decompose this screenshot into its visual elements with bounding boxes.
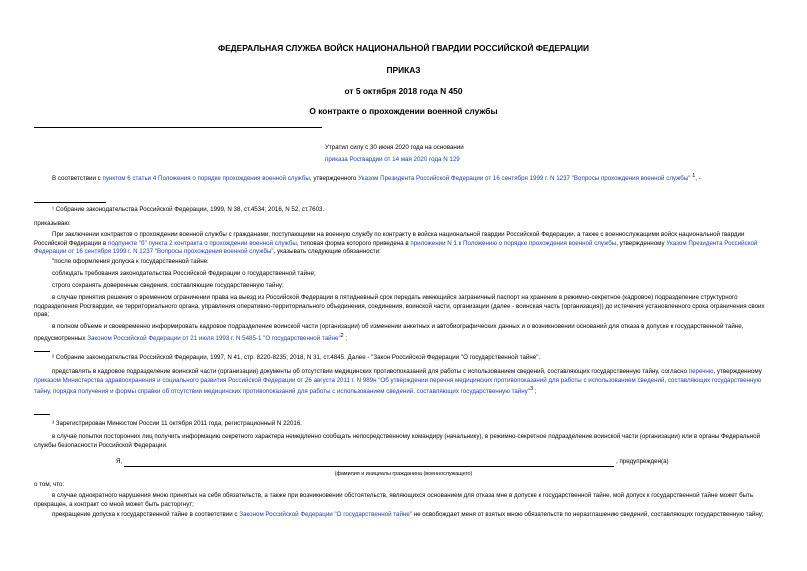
- org-name: ФЕДЕРАЛЬНАЯ СЛУЖБА ВОЙСК НАЦИОНАЛЬНОЙ ГВАРДИИ РОССИЙСКОЙ ФЕДЕРАЦИИ: [217, 43, 590, 53]
- paragraph-preamble: [34, 172, 772, 184]
- link-list[interactable]: перечню: [688, 368, 714, 375]
- link-state-secret-law[interactable]: Законом Российской Федерации от 21 июля 1993 г. N 5485-1 "О государственной тайне": [87, 334, 341, 342]
- link-law[interactable]: Законом Российской Федерации: [239, 511, 333, 518]
- link-decree-2[interactable]: Указом Президента Российской Федерации от 16 сентября 1999 г. N 1237 "Вопросы прохождения военной службы": [34, 239, 758, 255]
- duty-6: представлять в кадровое подразделение воинской части (организации) документы об отсутствии медицинских противопоказаний для работы с использованием сведений, составляющих государственную тайну, согласно перечню, утвержденному приказом Министерства здравоохранения и социального развития Российской Федерации от 26 августа 2011 г. N 989н "Об утверждении перечня медицинских противопоказаний для работы с использованием сведений, составляющих государственную тайну, порядка получения и формы справки об отсутствии медицинских противопоказаний для работы с использованием сведений, составляющих государственную тайну"$^3$ ;: [34, 368, 762, 396]
- footnote-divider: [34, 351, 50, 352]
- doc-title: О контракте о прохождении военной службы: [309, 106, 498, 116]
- duty-7: в случае попытки посторонних лиц получить информацию секретного характера немедленно сообщать непосредственному командиру (начальнику), в режимно-секретное подразделение воинской части (организации) или в органы Федеральной службы безопасности Российской Федерации.: [34, 433, 761, 449]
- footnote-3: ³ Зарегистрирован Минюстом России 11 октября 2011 года, регистрационный N 22016.: [52, 420, 302, 427]
- form-ya: Я,: [116, 458, 123, 465]
- footnote-1: ¹ Собрание законодательства Российской Федерации, 1999, N 38, ст.4534; 2016, N 52, ст.7603.: [52, 206, 325, 213]
- link-decree[interactable]: Указом Президента Российской Федерации от 16 сентября 1999 г. N 1237 "Вопросы прохождения военной: [358, 175, 665, 183]
- link-regulation[interactable]: пунктом 6 статьи 4 Положения о порядке прохождения военной службы: [102, 175, 310, 183]
- duty-8: в случае однократного нарушения мною принятых на себя обязательств, а также при возникновении обстоятельств, являющихся основанием для отказа мне в допуске к государственной тайне, мой допуск к государственной тайне может быть прекращен, а контракт со мной может быть расторгнут;: [34, 492, 754, 508]
- text: , утвержденного: [309, 175, 359, 183]
- name-line[interactable]: [124, 466, 614, 467]
- form-about: о том, что:: [34, 481, 65, 488]
- paragraph-main: При заключении контрактов о прохождении военной службы с гражданами, поступающими на военную службу по контракту в войска национальной гвардии Российской Федерации, а также с военнослужащими войск национальной гвардии Российской Федерации в подпункте "б" пункта 2 контракта о прохождении военной службы, типовая форма которого приведена в приложении N 1 к Положению о порядке прохождения военной службы, утвержденному Указом Президента Российской Федерации от 16 сентября 1999 г. N 1237 "Вопросы прохождения военной службы", указывать следующие обязанности:: [34, 231, 758, 255]
- link-contract[interactable]: подпункте "б" пункта 2 контракта о прохождении военной службы: [108, 239, 297, 247]
- duty-5: в полном объеме и своевременно информировать кадровое подразделение воинской части (организации) об изменении анкетных и автобиографических данных и о возникновении оснований для отказа в допуске к государственной тайне, предусмотренных Законом Российской Федерации от 21 июля 1993 г. N 5485-1 "О государственной тайне"$^2$ ;: [34, 323, 744, 342]
- duty-9: прекращение допуска к государственной тайне в соответствии с Законом Российской Федерации "О государственной тайне" не освобождает меня от взятых мною обязательств по неразглашению сведений, составляющих государственную тайну;: [52, 511, 764, 518]
- link-decree-cont[interactable]: службы": [666, 175, 691, 183]
- footnote-divider: [34, 414, 50, 415]
- form-warned: , предупрежден(а): [616, 458, 669, 465]
- text: В соответствии с: [52, 175, 103, 183]
- footnote-ref[interactable]: 3: [529, 386, 533, 392]
- doc-type: ПРИКАЗ: [386, 65, 421, 75]
- duty-4: в случае принятия решения о временном ограничении права на выезд из Российской Федерации в пятидневный срок передать имеющийся заграничный паспорт на хранение в режимно-секретное (кадровое) подразделение структурного подразделения Росгвардии, ее территориального органа, управления оперативно-территориального объединения, соединения, воинской части, организации (далее - воинская часть (организация)) до истечения установленного срока ограничения своих прав;: [34, 294, 765, 318]
- prikaz-word: приказываю:: [34, 220, 71, 227]
- footnote-2: ² Собрание законодательства Российской Федерации, 1997, N 41, стр. 8220-8235; 2018, N 31, ст.4845. Далее - "Закон Российской Федерации "О государственной тайне".: [52, 354, 541, 361]
- status-link[interactable]: приказа Росгвардии от 14 мая 2020 года N 129: [325, 156, 460, 163]
- link-health-order[interactable]: приказом Министерства здравоохранения и социального развития Российской Федерации от 26 августа 2011 г. N 989н "Об утверждении перечня медицинских противопоказаний для работы с использованием сведений, составляющих государственную тайну, порядка получения и формы справки об отсутствии медицинских противопоказаний для работы с использованием сведений, составляющих государственную тайну": [34, 376, 762, 396]
- form-caption: (фамилия и инициалы гражданина (военнослужащего): [334, 471, 473, 477]
- doc-date-number: от 5 октября 2018 года N 450: [344, 86, 463, 96]
- duty-1: "после оформления допуска к государственной тайне:: [52, 258, 209, 265]
- footnote-ref[interactable]: 2: [340, 332, 344, 339]
- duty-2: соблюдать требования законодательства Российской Федерации о государственной тайне;: [52, 270, 316, 277]
- link-appendix[interactable]: приложении N 1 к Положению о порядке прохождения военной службы: [410, 239, 617, 247]
- status-line: Утратил силу с 30 июня 2020 года на основании: [325, 144, 464, 151]
- duty-3: строго сохранять доверенные сведения, составляющие государственную тайну;: [52, 282, 284, 289]
- text: , -: [695, 175, 701, 183]
- footnote-ref[interactable]: 1: [692, 173, 696, 179]
- link-law-title[interactable]: "О государственной тайне": [334, 511, 412, 518]
- footnote-divider: [34, 202, 106, 203]
- divider: [34, 127, 322, 128]
